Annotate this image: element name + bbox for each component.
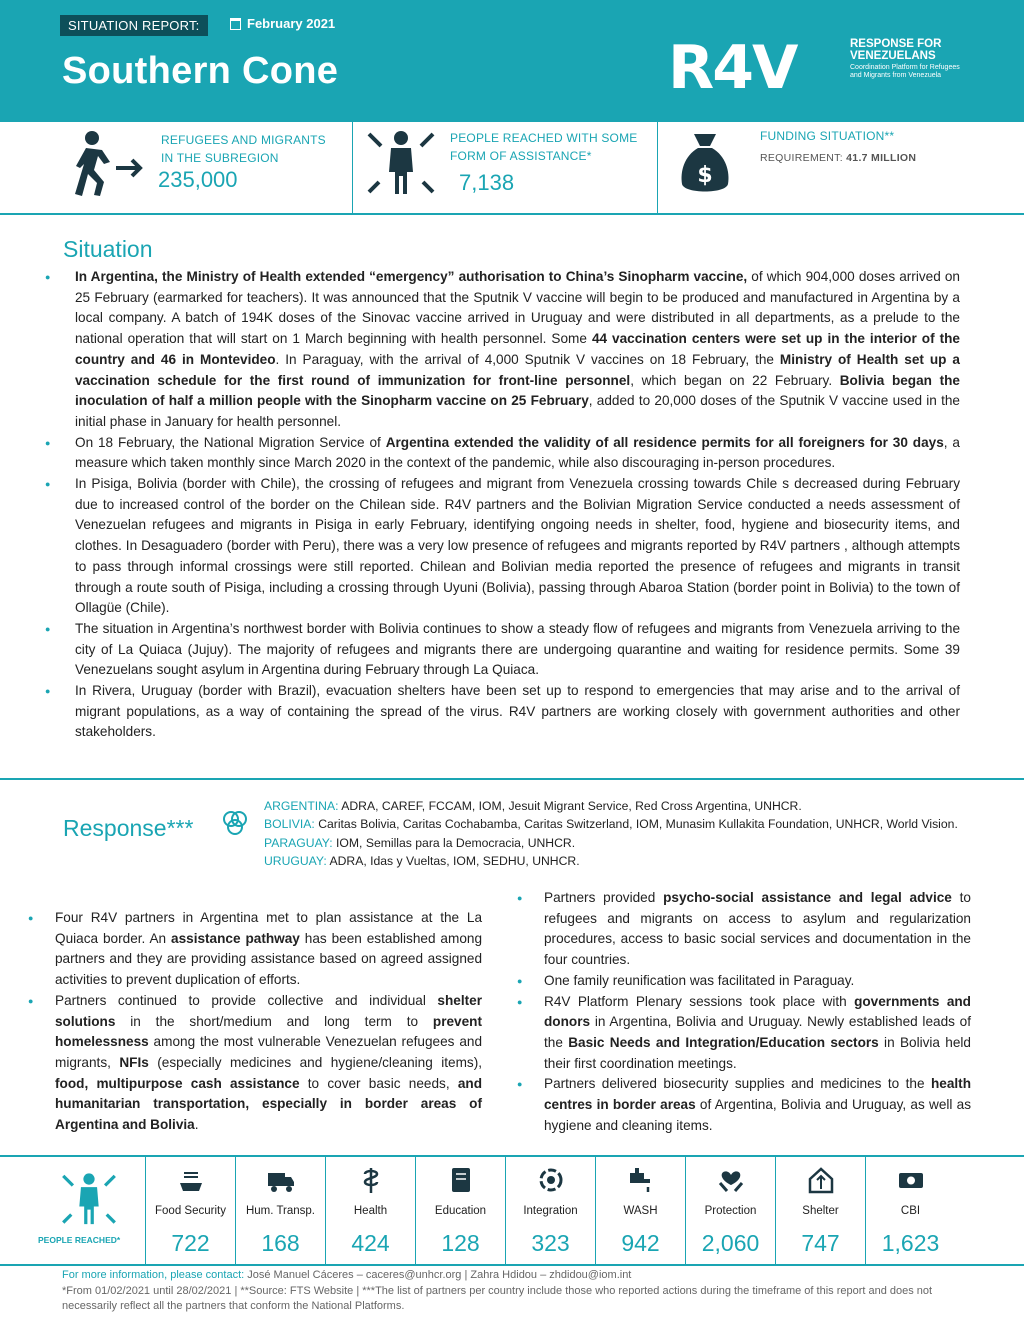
people-reached-label: PEOPLE REACHED*	[38, 1235, 121, 1245]
tap-icon	[626, 1165, 656, 1195]
partners-country: ARGENTINA:	[264, 799, 339, 813]
sector-cell	[685, 1157, 775, 1264]
bullet-text: in Argentina, Bolivia and Uruguay. Newly established leads of the	[544, 1014, 971, 1050]
bullet-text-bold: food, multipurpose cash assistance	[55, 1075, 300, 1091]
kpi-row	[0, 122, 1024, 215]
money-bag-icon	[680, 132, 730, 196]
response-left-bullets	[55, 908, 482, 1136]
bullet-text-bold: and humanitarian transportation, especially in border areas of Argentina and Bolivia	[55, 1075, 482, 1133]
footer	[62, 1268, 962, 1315]
bullet-text: (especially medicines and hygiene/cleaning items),	[148, 1054, 482, 1070]
bullet-text-bold: In Argentina, the Ministry of Health extended “emergency” authorisation to China’s Sinopharm vaccine,	[75, 269, 748, 284]
money-bag-symbol: $	[697, 163, 713, 188]
sector-cell	[595, 1157, 685, 1264]
situation-bullet	[75, 267, 960, 433]
bullet-text: One family reunification was facilitated in Paraguay.	[544, 972, 855, 988]
sector-value: 942	[621, 1230, 660, 1256]
bullet-text-bold: Ministry of Health set up a vaccination schedule for the first round of immunization for front-line personnel	[75, 351, 960, 388]
bullet-text: of Argentina, Bolivia and Uruguay, as well as hygiene and cleaning items.	[544, 1097, 971, 1133]
page-title: Southern Cone	[62, 50, 339, 92]
protection-icon	[716, 1165, 746, 1195]
bullet-text-bold: NFIs	[119, 1054, 149, 1070]
bullet-text-bold: Argentina extended the validity of all residence permits for all foreigners for 30 days	[385, 434, 944, 450]
logo-title-2: VENEZUELANS	[850, 50, 936, 62]
partners-organisations: Caritas Bolivia, Caritas Cochabamba, Caritas Switzerland, IOM, Munasim Kullakita Foundation, UNHCR, World Vision.	[314, 817, 958, 832]
bullet-text-bold: health centres in border areas	[544, 1076, 971, 1113]
partners-country-row	[264, 852, 964, 870]
integration-icon	[536, 1165, 566, 1195]
sector-cell	[145, 1157, 235, 1264]
logo-wordmark: R4V	[668, 38, 797, 94]
kpi-divider	[657, 122, 658, 215]
bullet-text: , a measure which taken monthly since March 2020 in the context of the pandemic, while also discouraging in-person procedures.	[75, 434, 960, 471]
bullet-text: in the short/medium and long term to	[115, 1013, 433, 1029]
partners-organisations: ADRA, Idas y Vueltas, IOM, SEDHU, UNHCR.	[326, 853, 580, 868]
sector-name: Shelter	[802, 1205, 839, 1217]
bullet-text: .	[194, 1117, 199, 1133]
kpi-divider	[352, 122, 353, 215]
bullet-text: to refugees and migrants on access to asylum and regularization procedures, access to basic social services and documentation in the four countries.	[544, 890, 971, 968]
partners-country: BOLIVIA:	[264, 817, 315, 832]
logo-subtitle: Coordination Platform for Refugees and Migrants from Venezuela	[850, 64, 960, 79]
sector-value: 1,623	[881, 1230, 940, 1256]
person-reached-icon	[365, 128, 437, 200]
bullet-text-bold: assistance pathway	[171, 930, 300, 946]
sector-value: 323	[531, 1230, 570, 1256]
refugees-value: 235,000	[158, 167, 238, 192]
house-icon	[806, 1165, 836, 1195]
situation-bullet	[75, 619, 960, 681]
funding-req-value: 41.7 MILLION	[846, 152, 917, 164]
sector-value: 2,060	[701, 1230, 760, 1256]
reached-label-1: PEOPLE REACHED WITH SOME	[450, 131, 638, 145]
bullet-text: The situation in Argentina’s northwest border with Bolivia continues to show a steady flow of refugees and migrants from Venezuela arriving to the city of La Quiaca (Jujuy). The majority of refugees and migrants there are undergoing quarantine and waiting for residence permits. Some 39 Venezuelans sought asylum in Argentina during February through La Quiaca.	[75, 620, 960, 678]
response-bullet	[544, 1074, 971, 1136]
bullet-text: Partners provided	[544, 890, 664, 905]
sector-value: 168	[261, 1230, 300, 1256]
sector-cell	[325, 1157, 415, 1264]
refugees-label-1: REFUGEES AND MIGRANTS	[161, 133, 326, 147]
cash-icon	[896, 1165, 926, 1195]
health-icon	[356, 1165, 386, 1195]
bullet-text: , which began on 22 February.	[630, 372, 840, 388]
reached-label-2: FORM OF ASSISTANCE*	[450, 149, 592, 163]
bullet-text: In Rivera, Uruguay (border with Brazil), evacuation shelters have been set up to respond to emergencies that may arise and to the arrival of migrant populations, as a way of containing the spread of the virus. R4V partners are working closely with government authorities and other stakeholders.	[75, 683, 960, 740]
report-date-text: February 2021	[247, 16, 336, 31]
bullet-text: , added to 20,000 doses of the Sputnik V vaccine used in the initial phase in January for health personnel.	[75, 393, 960, 429]
footer-contact-people: José Manuel Cáceres – caceres@unhcr.org | Zahra Hdidou – zhdidou@iom.int	[244, 1269, 632, 1281]
person-reached-small-icon	[60, 1169, 118, 1231]
bullet-text: of which 904,000 doses arrived on 25 February (earmarked for teachers). It was announced that the Sputnik V vaccine will begin to be produced and manufactured in Argentina by a local company. A batch of 194K doses of the Sinovac vaccine arrived in Uruguay and were distributed in all departments, as a prelude to the national operation that will start on 1 March beginning with health personnel. Some	[75, 269, 960, 347]
sector-value: 747	[801, 1230, 840, 1256]
sector-name: Integration	[523, 1205, 578, 1217]
bullet-text-bold: Bolivia began the inoculation of half a million people with the Sinopharm vaccine on 25 February	[75, 372, 960, 409]
calendar-icon	[230, 18, 241, 30]
refugees-label-2: IN THE SUBREGION	[161, 151, 279, 165]
bullet-text-bold: psycho-social assistance and legal advice	[663, 890, 952, 905]
bullet-text-bold: shelter solutions	[55, 992, 482, 1029]
partners-icon	[220, 808, 250, 838]
response-bullet	[55, 991, 482, 1136]
report-header	[0, 0, 1024, 122]
sector-cell	[505, 1157, 595, 1264]
sector-name: Food Security	[155, 1205, 226, 1217]
bullet-text-bold: Basic Needs and Integration/Education sectors	[568, 1034, 879, 1050]
truck-icon	[266, 1165, 296, 1195]
sector-name: Health	[353, 1205, 388, 1217]
bullet-text: to cover basic needs,	[299, 1075, 458, 1091]
people-reached-bar	[0, 1155, 1024, 1266]
response-right-bullets	[544, 888, 971, 1136]
situation-bullet	[75, 474, 960, 619]
sector-value: 424	[351, 1230, 390, 1256]
footer-contact-lead: For more information, please contact:	[62, 1269, 245, 1281]
sector-name: Hum. Transp.	[245, 1205, 316, 1217]
response-bullet	[544, 971, 971, 992]
sector-cell	[235, 1157, 325, 1264]
bullet-text: Partners continued to provide collective and individual	[55, 992, 438, 1008]
partners-list	[264, 797, 964, 870]
partners-country-row	[264, 834, 964, 852]
logo-title-1: RESPONSE FOR	[850, 38, 942, 50]
sector-name: Protection	[704, 1205, 757, 1217]
situation-bullets	[75, 267, 960, 743]
funding-req-label: REQUIREMENT:	[760, 152, 843, 164]
sector-cell	[775, 1157, 865, 1264]
partners-organisations: ADRA, CAREF, FCCAM, IOM, Jesuit Migrant Service, Red Cross Argentina, UNHCR.	[338, 799, 802, 813]
section-divider	[0, 778, 1024, 780]
report-type-label: SITUATION REPORT:	[60, 15, 208, 36]
partners-country-row	[264, 797, 964, 815]
footer-contact	[62, 1268, 962, 1284]
response-bullet	[544, 888, 971, 971]
partners-country: PARAGUAY:	[264, 835, 333, 850]
bullet-text: On 18 February, the National Migration Service of	[75, 434, 386, 450]
food-icon	[176, 1165, 206, 1195]
bullet-text-bold: 44 vaccination centers were set up in the interior of the country and 46 in Montevideo	[75, 331, 960, 367]
funding-label: FUNDING SITUATION**	[760, 129, 895, 143]
bullet-text-bold: governments and donors	[544, 993, 971, 1030]
bullet-text: Four R4V partners in Argentina met to plan assistance at the La Quiaca border. An	[55, 910, 482, 946]
response-title: Response***	[63, 815, 194, 841]
bullet-text: R4V Platform Plenary sessions took place with	[544, 993, 855, 1009]
bullet-text: has been established among partners and they are providing assistance based on agreed assigned activities to prevent duplication of efforts.	[55, 930, 482, 988]
partners-country: URUGUAY:	[264, 853, 327, 868]
bullet-text: . In Paraguay, with the arrival of 4,000 Sputnik V vaccines on 18 February, the	[275, 351, 780, 367]
footer-notes: *From 01/02/2021 until 28/02/2021 | **Source: FTS Website | ***The list of partners per country include those who reported actions during the timeframe of this report and does not necessarily reflect all the partners that conform the National Platforms.	[62, 1284, 933, 1312]
sector-cell	[865, 1157, 955, 1264]
funding-requirement	[760, 152, 916, 164]
bullet-text: among the most vulnerable Venezuelan refugees and migrants,	[55, 1034, 482, 1070]
sector-value: 722	[171, 1230, 210, 1256]
logo-caption	[850, 38, 960, 80]
sector-value: 128	[441, 1230, 480, 1256]
sector-name: WASH	[623, 1205, 658, 1217]
r4v-logo	[668, 38, 843, 94]
sector-cell	[415, 1157, 505, 1264]
bullet-text: In Pisiga, Bolivia (border with Chile), the crossing of refugees and migrant from Venezuela crossing towards Chile s decreased during February due to increased control of the border on the Chilean side. R4V partners and the Bolivian Migration Service conducted a needs assessment of Venezuelan refugees and migrants in Pisiga in early February, identifying ongoing needs in shelter, food, hygiene and biosecurity items, and clothes. In Desaguadero (border with Peru), there was a very low presence of refugees and migrants reported by R4V partners , although attempts to pass through informal crossings were still reported. Chilean and Bolivian media reported the presence of refugees and migrants in transit through a route south of Pisiga, including a crossing through Uyuni (Bolivia), passing through Abaroa Station (border point in Bolivia) to the town of Ollagüe (Chile).	[75, 476, 960, 616]
bullet-text: in Bolivia held their first coordination meetings.	[544, 1034, 971, 1071]
bullet-text-bold: prevent homelessness	[55, 1013, 482, 1050]
response-bullet	[544, 992, 971, 1075]
reached-value: 7,138	[459, 170, 515, 195]
partners-organisations: IOM, Semillas para la Democracia, UNHCR.	[332, 835, 576, 850]
response-bullet	[55, 908, 482, 991]
situation-bullet	[75, 433, 960, 474]
situation-bullet	[75, 681, 960, 743]
report-date	[230, 16, 335, 31]
sector-name: CBI	[900, 1205, 921, 1217]
book-icon	[446, 1165, 476, 1195]
person-walking-icon	[64, 130, 148, 198]
bullet-text: Partners delivered biosecurity supplies and medicines to the	[544, 1076, 931, 1092]
partners-country-row	[264, 815, 964, 833]
sector-name: Education	[434, 1205, 487, 1217]
situation-title: Situation	[63, 236, 153, 262]
